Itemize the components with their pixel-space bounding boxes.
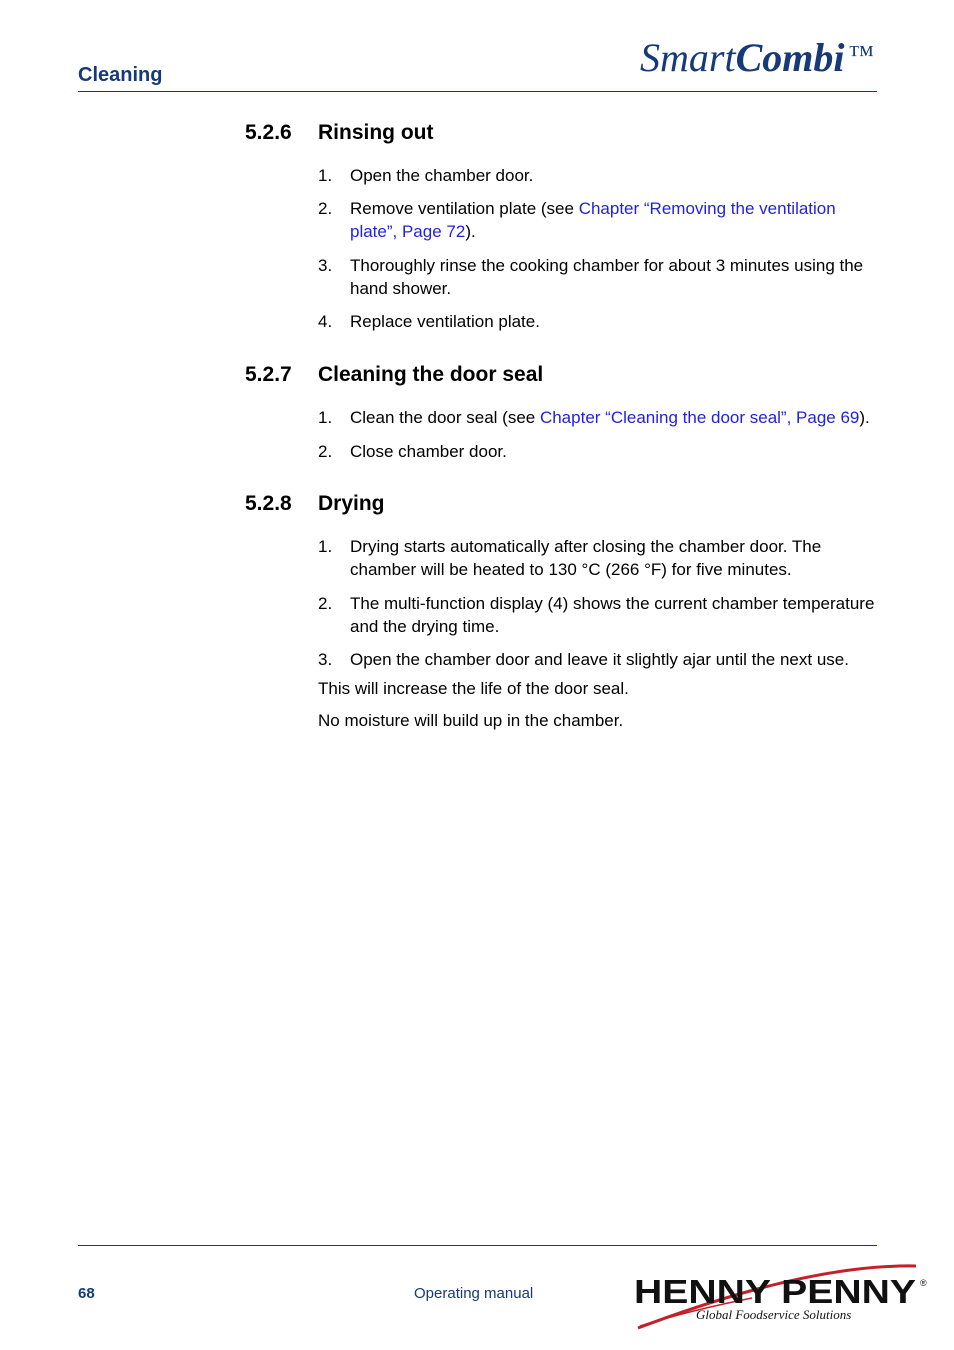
section-title: Drying (318, 492, 385, 515)
list-number: 1. (318, 537, 333, 556)
list-text-pre: Clean the door seal (see (350, 408, 540, 427)
brand-logo (640, 34, 874, 81)
list-item (318, 536, 878, 581)
page-number: 68 (78, 1285, 95, 1302)
list-item (318, 407, 878, 430)
list-number: 2. (318, 442, 333, 461)
list-text-post: ). (859, 408, 870, 427)
list-number: 4. (318, 312, 333, 331)
list-text (350, 198, 878, 243)
section-number: 5.2.8 (245, 492, 292, 515)
list-item (318, 649, 878, 672)
section-title: Rinsing out (318, 121, 434, 144)
list-text: The multi-function display (4) shows the current chamber temperature and the drying time. (350, 594, 875, 636)
brand-part1: Smart (640, 35, 736, 80)
list-text: Open the chamber door. (350, 166, 534, 185)
list-item (318, 441, 878, 464)
body-paragraph: No moisture will build up in the chamber. (318, 711, 624, 730)
footer-rule (78, 1245, 877, 1246)
list-item (318, 165, 878, 188)
list-text: Open the chamber door and leave it slightly ajar until the next use. (350, 650, 849, 669)
section-heading (245, 492, 385, 516)
section-number: 5.2.6 (245, 121, 292, 144)
list-item (318, 198, 878, 243)
logo-registered: ® (920, 1278, 927, 1288)
list-item (318, 311, 878, 334)
list-text: Thoroughly rinse the cooking chamber for about 3 minutes using the hand shower. (350, 256, 864, 298)
section-heading (245, 363, 543, 387)
list-text: Drying starts automatically after closing the chamber door. The chamber will be heated to 130 °C (266 °F) for five minutes. (350, 537, 822, 579)
list-number: 1. (318, 408, 333, 427)
header-rule (78, 91, 877, 92)
list-text: Replace ventilation plate. (350, 312, 540, 331)
section-heading (245, 121, 433, 145)
logo-tagline: Global Foodservice Solutions (696, 1307, 852, 1322)
list-number: 2. (318, 199, 333, 218)
list-number: 3. (318, 650, 333, 669)
header-section-title: Cleaning (78, 64, 163, 86)
brand-part2: Combi (735, 35, 845, 80)
list-item (318, 255, 878, 300)
list-item (318, 593, 878, 638)
logo-name: HENNY PENNY (634, 1273, 916, 1310)
list-text-pre: Remove ventilation plate (see (350, 199, 579, 218)
section-number: 5.2.7 (245, 363, 292, 386)
list-text (350, 407, 878, 430)
chapter-link[interactable]: Chapter “Removing the ventilation plate”, Page 72 (350, 199, 836, 241)
list-number: 2. (318, 594, 333, 613)
list-text-post: ). (465, 221, 476, 241)
body-paragraph: This will increase the life of the door seal. (318, 679, 629, 698)
section-title: Cleaning the door seal (318, 363, 544, 386)
footer-doc-type: Operating manual (414, 1285, 534, 1302)
list-number: 3. (318, 256, 333, 275)
henny-penny-logo (632, 1256, 932, 1334)
list-text: Close chamber door. (350, 442, 507, 461)
brand-tm: ™ (848, 40, 874, 69)
list-number: 1. (318, 166, 333, 185)
chapter-link[interactable]: Chapter “Cleaning the door seal”, Page 69 (539, 408, 860, 427)
